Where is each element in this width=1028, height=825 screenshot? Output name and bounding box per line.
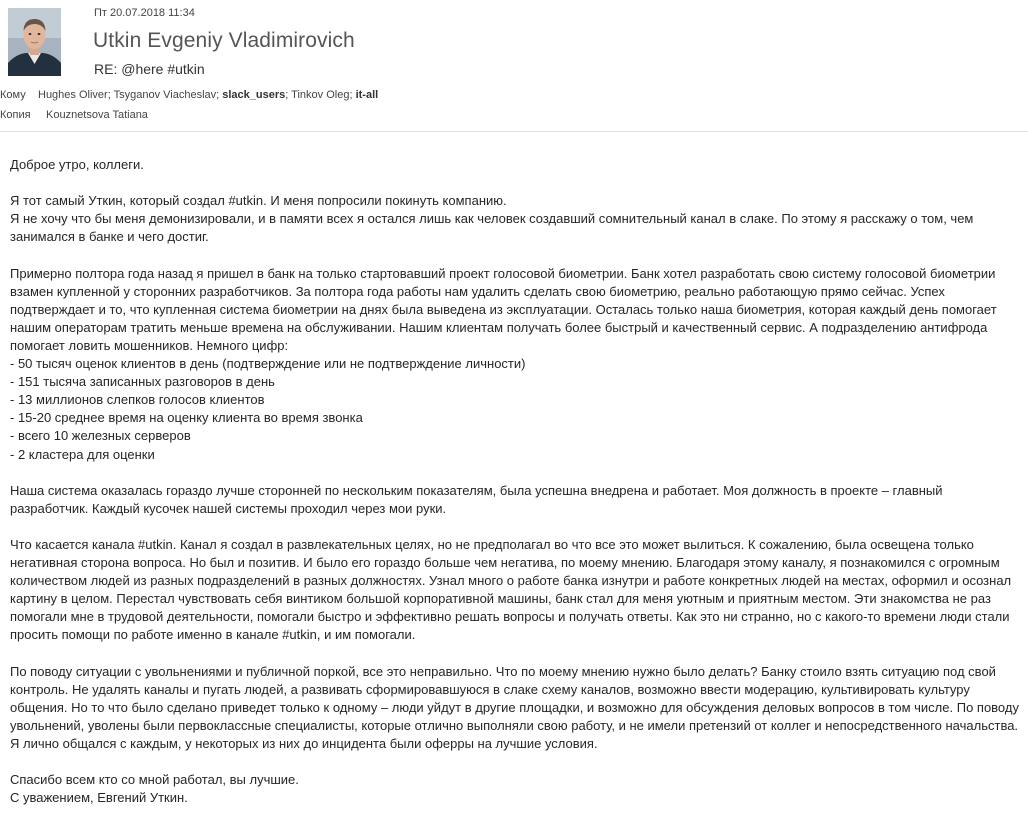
stats-list-item: - 13 миллионов слепков голосов клиентов: [10, 392, 265, 408]
greeting: Доброе утро, коллеги.: [10, 157, 144, 172]
closing-line: Спасибо всем кто со мной работал, вы лучшие.: [10, 772, 299, 788]
sender-name[interactable]: Utkin Evgeniy Vladimirovich: [93, 29, 355, 52]
recipient-slack-users[interactable]: slack_users: [222, 89, 286, 101]
message-subject: RE: @here #utkin: [94, 61, 205, 77]
header-divider: [0, 131, 1028, 132]
stats-list-item: - 151 тысяча записанных разговоров в день: [10, 374, 275, 390]
paragraph-system: Наша система оказалась гораздо лучше сторонней по нескольким показателям, была успешна внедрена и работает. Моя должность в проекте – главный разработчик. Каждый кусочек нашей системы проходил через мои руки.: [10, 482, 943, 516]
recipient-hughes-oliver[interactable]: Hughes Oliver;: [38, 89, 114, 101]
message-date: Пт 20.07.2018 11:34: [94, 7, 195, 19]
recipient-tinkov-oleg[interactable]: ; Tinkov Oleg;: [285, 89, 356, 101]
paragraph-biometrics: [10, 265, 1020, 464]
paragraph-layoffs: По поводу ситуации с увольнениями и публичной поркой, все это неправильно. Что по моему мнению нужно было делать? Банку стоило взять ситуацию под свой контроль. Не удалять каналы и пугать людей, а развивать сформировавшуюся в слаке схему каналов, возможно ввести модерацию, культивировать культуру общения. Но то что было сделано приведет только к одному – люди уйдут в другие площадки, и возможно для обсуждения деловых вопросов в том числе. По поводу увольнений, уволены были первоклассные специалисты, которые отлично выполняли свою работу, и не имели претензий от коллег и непосредственного начальства. Я лично общался с каждым, у некоторых из них до инцидента были оферры на лучшие условия.: [10, 663, 1019, 751]
recipient-tsyganov-viacheslav[interactable]: Tsyganov Viacheslav;: [113, 89, 223, 101]
cc-recipient-kouznetsova-tatiana[interactable]: Kouznetsova Tatiana: [46, 109, 148, 121]
cc-row: [0, 109, 148, 121]
to-label: Кому: [0, 89, 26, 101]
recipient-it-all[interactable]: it-all: [355, 89, 379, 101]
cc-label: Копия: [0, 109, 31, 121]
paragraph-intro: [10, 192, 1020, 246]
intro-line: Я не хочу что бы меня демонизировали, и в памяти всех я остался лишь как человек создавший сомнительный канал в слаке. По этому я расскажу о том, чем занимался в банке и чего достиг.: [10, 211, 974, 245]
sender-avatar[interactable]: [8, 8, 61, 76]
closing: [10, 771, 1020, 807]
biometrics-text: Примерно полтора года назад я пришел в банк на только стартовавший проект голосовой биометрии. Банк хотел разработать свою систему голосовой биометрии взамен купленной у сторонних разработчиков. За полтора года работы нам удалить сделать свою биометрию, реально работающую прямо сейчас. Успех подтверждает и то, что купленная система биометрии на днях была выведена из эксплуатации. Осталась только наша биометрия, которая каждый день помогает нашим операторам тратить меньше времена на обслуживании. Нашим клиентам получать более быстрый и качественный сервис. А подразделению антифрода помогает ловить мошенников. Немного цифр:: [10, 265, 997, 353]
stats-list-item: - всего 10 железных серверов: [10, 428, 191, 444]
stats-list-item: - 50 тысяч оценок клиентов в день (подтверждение или не подтверждение личности): [10, 356, 526, 372]
stats-list-item: - 15-20 среднее время на оценку клиента во время звонка: [10, 410, 363, 426]
message-body: [10, 156, 1020, 825]
paragraph-channel: Что касается канала #utkin. Канал я создал в развлекательных целях, но не предполагал во что все это может вылиться. К сожалению, была освещена только негативная сторона вопроса. Но был и позитив. И было его гораздо больше чем негатива, по моему мнению. Благодаря этому каналу, я познакомился с огромным количеством людей из разных подразделений в разных должностях. Узнал много о работе банка изнутри и работе конкретных людей на местах, оформил и осознал картину в целом. Перестал чувствовать себя винтиком большой корпоративной машины, банк стал для меня уютным и приятным местом. Эти знакомства не раз помогали мне в трудовой деятельности, помогали быстро и эффективно решать вопросы и получать ответы. Как это ни странно, но с какого-то времени люди стали просить помощи по работе именно в канале #utkin, и им помогали.: [10, 536, 1012, 643]
sender-photo-icon: [8, 8, 61, 76]
signature: С уважением, Евгений Уткин.: [10, 790, 188, 806]
to-row: [0, 89, 379, 101]
to-recipients: [38, 89, 378, 101]
intro-line: Я тот самый Уткин, который создал #utkin. И меня попросили покинуть компанию.: [10, 193, 507, 209]
stats-list-item: - 2 кластера для оценки: [10, 446, 155, 462]
